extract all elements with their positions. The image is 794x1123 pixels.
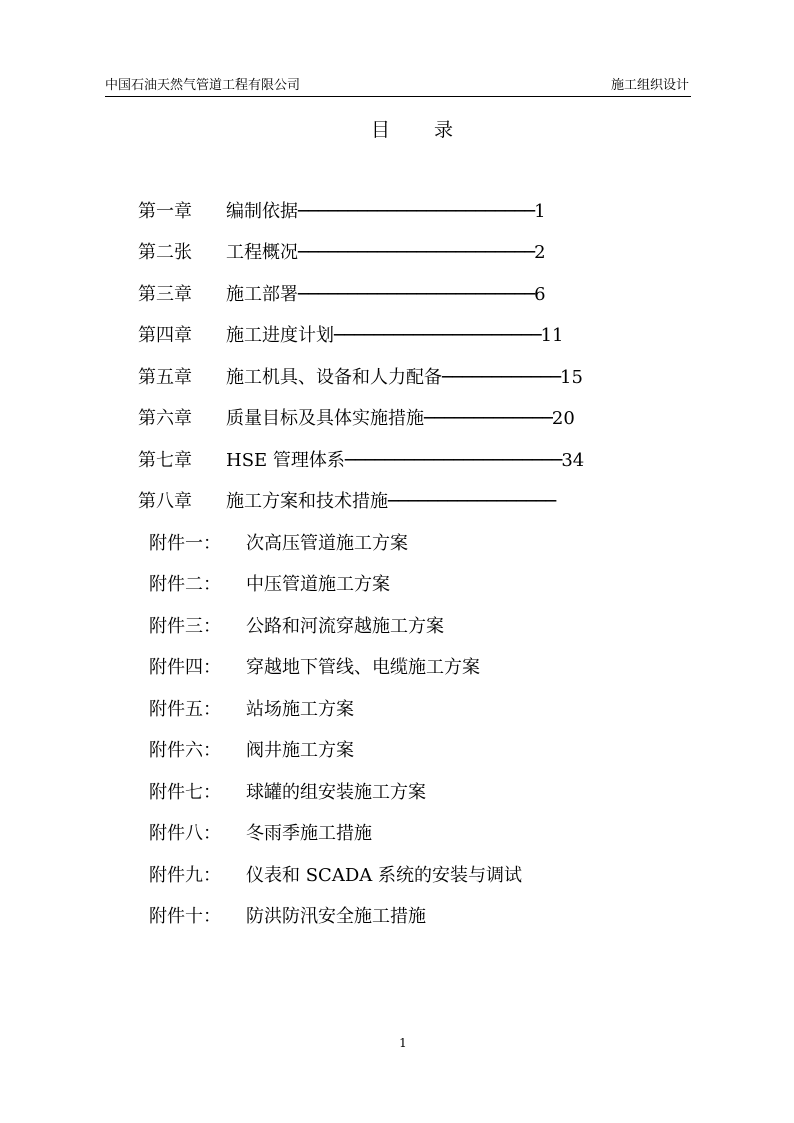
leader-dashes: ────────────────────────: [298, 201, 535, 222]
chapter-page: 20: [551, 408, 575, 429]
attachment-number: 附件四：: [149, 657, 221, 678]
chapter-title: 质量目标及具体实施措施: [226, 408, 424, 429]
leader-dashes: ────────────────────────: [298, 242, 535, 263]
chapter-title: 编制依据: [226, 201, 298, 222]
chapter-page: 34: [561, 450, 585, 471]
header-doc-type: 施工组织设计: [610, 78, 689, 93]
attachment-title: 球罐的组安装施工方案: [246, 782, 426, 803]
attachment-title: 次高压管道施工方案: [246, 533, 408, 554]
toc-attachment-row[interactable]: [149, 862, 689, 890]
toc-chapter-row[interactable]: [138, 239, 698, 267]
page-number: 1: [399, 1036, 407, 1050]
toc-title-char-2: 录: [434, 119, 454, 141]
chapter-number: 第二张: [138, 242, 192, 263]
toc-attachment-row[interactable]: [149, 654, 689, 682]
chapter-number: 第三章: [138, 284, 192, 305]
leader-dashes: ─────────────: [424, 408, 552, 429]
toc-attachment-row[interactable]: [149, 737, 689, 765]
leader-dashes: ──────────────────────: [344, 450, 562, 471]
attachment-number: 附件一：: [149, 533, 221, 554]
chapter-number: 第一章: [138, 201, 192, 222]
leader-dashes: ────────────────────────: [298, 284, 535, 305]
chapter-title: 施工部署: [226, 284, 298, 305]
chapter-number: 第四章: [138, 325, 192, 346]
attachment-number: 附件九：: [149, 865, 221, 886]
leader-dashes: ────────────: [442, 367, 561, 388]
header-company: 中国石油天然气管道工程有限公司: [105, 78, 301, 93]
toc-chapter-row[interactable]: [138, 364, 698, 392]
attachment-title: 穿越地下管线、电缆施工方案: [246, 657, 480, 678]
attachment-title: 防洪防汛安全施工措施: [246, 906, 426, 927]
leader-dashes: ─────────────────: [388, 491, 556, 512]
toc-chapter-row[interactable]: [138, 198, 698, 226]
chapter-number: 第七章: [138, 450, 192, 471]
toc-attachment-row[interactable]: [149, 779, 689, 807]
chapter-number: 第五章: [138, 367, 192, 388]
attachment-title: 仪表和 SCADA 系统的安装与调试: [246, 865, 522, 886]
attachment-number: 附件六：: [149, 740, 221, 761]
attachment-title: 公路和河流穿越施工方案: [246, 616, 444, 637]
attachment-title: 中压管道施工方案: [246, 574, 390, 595]
attachment-number: 附件三：: [149, 616, 221, 637]
attachment-number: 附件二：: [149, 574, 221, 595]
page-header: [105, 76, 691, 97]
chapter-page: 2: [534, 242, 546, 263]
attachment-number: 附件七：: [149, 782, 221, 803]
chapter-title: 施工方案和技术措施: [226, 491, 388, 512]
toc-chapter-row[interactable]: [138, 281, 698, 309]
attachment-number: 附件五：: [149, 699, 221, 720]
chapter-title: 施工进度计划: [226, 325, 334, 346]
chapter-page: 1: [534, 201, 546, 222]
attachment-title: 阀井施工方案: [246, 740, 354, 761]
toc-attachment-row[interactable]: [149, 820, 689, 848]
toc-title: [371, 116, 491, 144]
attachment-title: 站场施工方案: [246, 699, 354, 720]
leader-dashes: ─────────────────────: [334, 325, 541, 346]
attachment-title: 冬雨季施工措施: [246, 823, 372, 844]
toc-chapter-row[interactable]: [138, 405, 698, 433]
toc-attachment-row[interactable]: [149, 530, 689, 558]
chapter-title: 工程概况: [226, 242, 298, 263]
toc-attachment-row[interactable]: [149, 571, 689, 599]
toc-chapter-row[interactable]: [138, 447, 698, 475]
toc-chapter-row[interactable]: [138, 488, 698, 516]
chapter-page: 6: [534, 284, 546, 305]
toc-title-char-1: 目: [371, 119, 391, 141]
chapter-page: 15: [560, 367, 583, 388]
chapter-title: HSE 管理体系: [226, 450, 345, 471]
toc-chapter-row[interactable]: [138, 322, 698, 350]
attachment-number: 附件十：: [149, 906, 221, 927]
chapter-number: 第六章: [138, 408, 192, 429]
chapter-title: 施工机具、设备和人力配备: [226, 367, 442, 388]
toc-attachment-row[interactable]: [149, 903, 689, 931]
toc-attachment-row[interactable]: [149, 696, 689, 724]
toc-attachment-row[interactable]: [149, 613, 689, 641]
chapter-number: 第八章: [138, 491, 192, 512]
chapter-page: 11: [540, 325, 564, 346]
attachment-number: 附件八：: [149, 823, 221, 844]
